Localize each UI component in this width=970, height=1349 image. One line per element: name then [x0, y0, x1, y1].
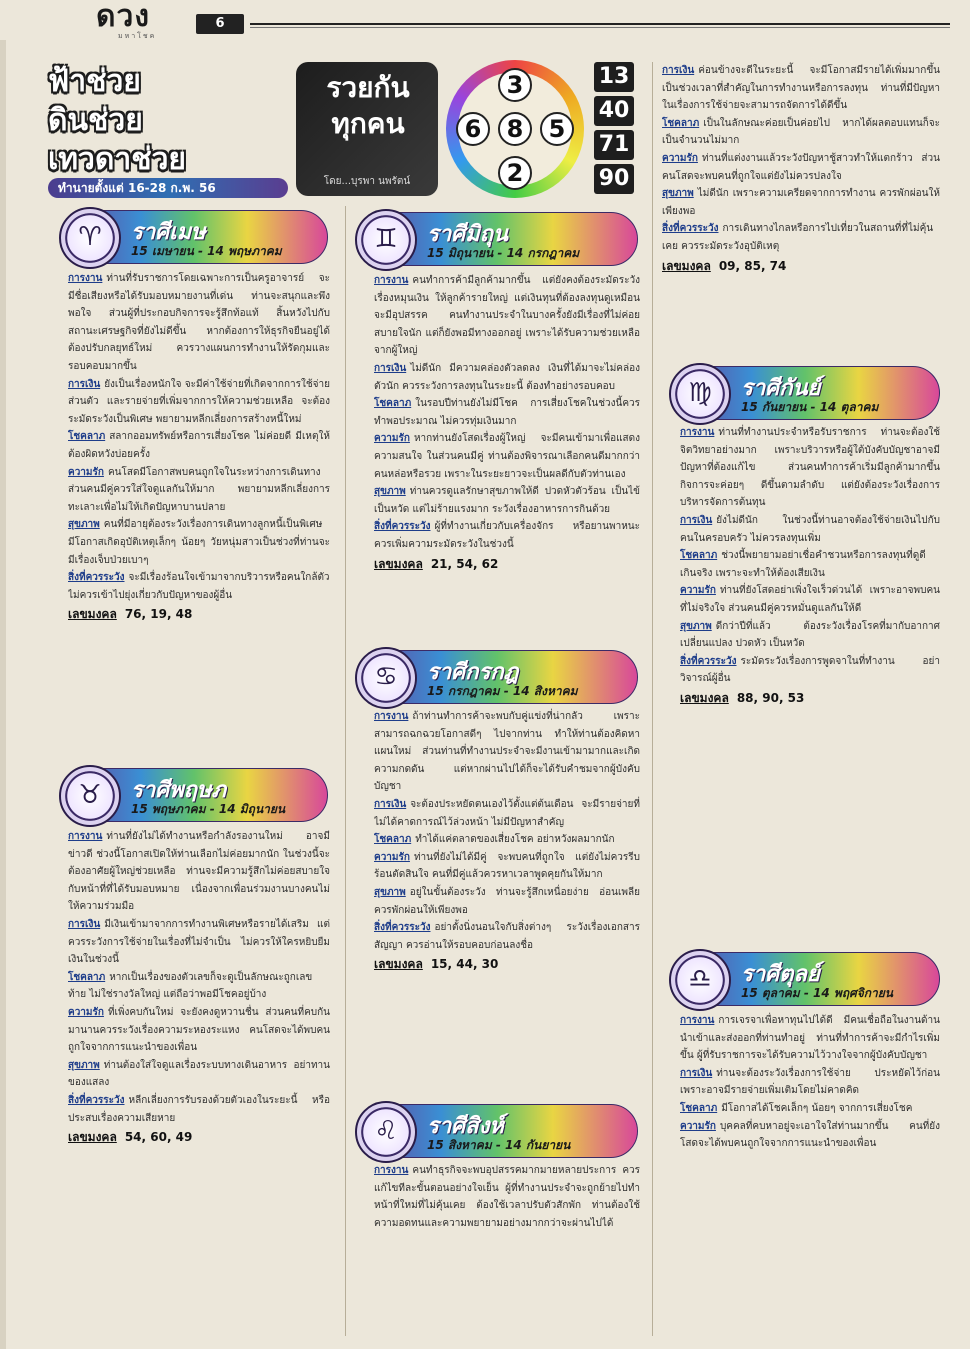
money-label: การเงิน — [68, 378, 101, 390]
headline-line-3: เทวดาช่วย — [48, 142, 186, 177]
money-text: มีเงินเข้ามาจากการทำงานพิเศษหรือรายได้เสริม แต่ควรระวังการใช้จ่ายในเรื่องที่ไม่จำเป็น ไม่ควรให้ใครหยิบยืมเงินในช่วงนี้ — [68, 918, 330, 966]
column-divider-1 — [345, 206, 346, 1336]
love-paragraph — [68, 464, 330, 517]
love-paragraph — [680, 1118, 940, 1153]
luck-paragraph — [374, 831, 640, 849]
lucky-numbers-value: 21, 54, 62 — [430, 556, 499, 571]
money-paragraph — [68, 916, 330, 969]
wheel-number-right: 5 — [540, 112, 574, 146]
page-edge — [0, 40, 6, 1349]
cancer-icon: ♋ — [355, 647, 417, 709]
money-paragraph — [680, 512, 940, 547]
luck-label: โชคลาภ — [374, 398, 412, 410]
caution-text: ผู้ที่ทำงานเกี่ยวกับเครื่องจักร หรือยานพาหนะ ควรเพิ่มความระมัดระวังในช่วงนี้ — [374, 521, 640, 550]
sign-body-taurus — [68, 828, 330, 1332]
love-paragraph — [680, 582, 940, 617]
health-text: ท่านต้องใส่ใจดูแลเรื่องระบบทางเดินอาหาร อย่าทานของแสลง — [68, 1059, 330, 1089]
wheel-number-bottom: 2 — [498, 156, 532, 190]
health-paragraph — [374, 483, 640, 518]
leo-icon: ♌ — [355, 1101, 417, 1163]
money-label: การเงิน — [662, 65, 695, 76]
luck-paragraph — [662, 115, 940, 150]
work-label: การงาน — [374, 275, 409, 286]
love-text: คนโสดมีโอกาสพบคนถูกใจในระหว่างการเดินทาง ส่วนคนมีคู่ควรใส่ใจดูแลกันให้มาก พยายามหลีกเลี่ยงการทะเลาะเพื่อไม่ให้เกิดปัญหาบานปลาย — [68, 466, 330, 513]
health-text: ท่านควรดูแลรักษาสุขภาพให้ดี ปวดหัวตัวร้อน เป็นไข้ เป็นหวัด แต่ไม่ร้ายแรงมาก ระวังเรื่องอาหารการกินด้วย — [374, 486, 640, 515]
caution-paragraph — [374, 919, 640, 954]
caution-text: อย่าตั้งนิ่งนอนใจกับสิ่งต่างๆ ระวังเรื่องเอกสารสัญญา ควรอ่านให้รอบคอบก่อนลงชื่อ — [374, 922, 640, 951]
luck-label: โชคลาภ — [68, 431, 106, 443]
love-label: ความรัก — [680, 1120, 716, 1132]
virgo-icon: ♍ — [669, 363, 731, 425]
health-text: ดีกว่าปีที่แล้ว ต้องระวังเรื่องโรคที่มากับอากาศเปลี่ยนแปลง ปวดหัว เป็นหวัด — [680, 620, 940, 650]
love-label: ความรัก — [662, 152, 698, 164]
sign-header-libra — [670, 952, 940, 1006]
lucky-board — [296, 62, 438, 196]
gemini-continued — [662, 62, 940, 356]
sign-body-gemini — [374, 272, 640, 638]
sign-header-cancer — [356, 650, 638, 704]
lucky-numbers-row — [680, 690, 940, 708]
lucky-numbers-row — [374, 556, 640, 574]
sign-header-taurus — [60, 768, 328, 822]
wheel-number-top: 3 — [498, 68, 532, 102]
work-paragraph — [374, 1162, 640, 1232]
love-label: ความรัก — [68, 466, 104, 478]
sign-body-libra — [680, 1012, 940, 1334]
work-text: ถ้าท่านทำการค้าจะพบกับคู่แข่งที่น่ากลัว เพราะสามารถฉกฉวยโอกาสดีๆ ไปจากท่าน ทำให้ท่านต้องคิดหาแผนใหม่ ส่วนท่านที่ทำงานประจำจะมีงานเข้ามามากและเกิดความกดดัน แต่หากผ่านไปได้ก็จะได้รับคำชมจากผู้บังคับบัญชา — [374, 711, 640, 793]
sign-title: ราศีเมษ — [131, 220, 206, 245]
lucky-board-title-line-1: รวยกัน — [326, 71, 410, 104]
sign-title: ราศีกันย์ — [741, 376, 821, 401]
money-label: การเงิน — [374, 798, 407, 810]
sign-dates: 15 กันยายน - 14 ตุลาคม — [741, 400, 879, 414]
lucky-numbers-label: เลขมงคล — [374, 556, 423, 571]
lucky-numbers-label: เลขมงคล — [662, 258, 711, 273]
love-label: ความรัก — [374, 433, 410, 445]
love-label: ความรัก — [680, 585, 716, 597]
love-text: ที่เพิ่งคบกันใหม่ จะยังคงดูหวานชื่น ส่วนคนที่คบกันมานานควรระวังเรื่องความระหองระแหง คนโสดจะได้พบคนถูกใจจากการแนะนำของเพื่อน — [68, 1006, 330, 1054]
lucky-numbers-label: เลขมงคล — [68, 1130, 117, 1145]
header-rule — [250, 23, 950, 25]
health-paragraph — [374, 884, 640, 919]
lucky-numbers-label: เลขมงคล — [68, 607, 117, 622]
caution-label: สิ่งที่ควรระวัง — [68, 572, 125, 584]
love-label: ความรัก — [68, 1006, 104, 1018]
masthead — [0, 0, 970, 40]
sign-dates: 15 สิงหาคม - 14 กันยายน — [427, 1138, 571, 1152]
sign-dates: 15 พฤษภาคม - 14 มิถุนายน — [131, 802, 286, 816]
lucky-number-2: 40 — [594, 96, 634, 126]
sign-header-leo — [356, 1104, 638, 1158]
work-label: การงาน — [680, 1015, 715, 1026]
love-text: หากท่านยังโสดเรื่องผู้ใหญ่ จะมีคนเข้ามาเพื่อแสดงความสนใจ ในส่วนคนมีคู่ ท่านต้องพิจารณาเลือกคนดีมากกว่าคนหล่อหรือรวย เพราะในระยะยาวจะเป็นผลดีกับตัวท่านเอง — [374, 433, 640, 480]
caution-label: สิ่งที่ควรระวัง — [374, 922, 431, 934]
caution-label: สิ่งที่ควรระวัง — [374, 521, 431, 533]
lucky-numbers-value: 76, 19, 48 — [124, 607, 193, 622]
love-paragraph — [68, 1004, 330, 1057]
taurus-icon: ♉ — [59, 765, 121, 827]
lucky-board-title-line-2: ทุกคน — [331, 107, 405, 140]
work-label: การงาน — [374, 1165, 409, 1176]
health-label: สุขภาพ — [68, 519, 100, 531]
work-text: คนทำการค้ามีลูกค้ามากขึ้น แต่ยังคงต้องระมัดระวังเรื่องหมุนเงิน ให้ลูกค้ารายใหญ่ แต่เงินทุนที่ต้องลงทุนดูเหมือนจะมีอุปสรรค คนทำงานประจำในบางครั้งยังมีเรื่องที่ไม่ค่อยสบายใจนัก แต่ก็ยังพอมีทางออกอยู่ เพราะได้รับความช่วยเหลือจากผู้ใหญ่ — [374, 275, 640, 357]
health-label: สุขภาพ — [374, 486, 406, 498]
caution-label: สิ่งที่ควรระวัง — [680, 655, 737, 667]
lucky-numbers-value: 09, 85, 74 — [718, 258, 787, 273]
sign-header-virgo — [670, 366, 940, 420]
money-text: ไม่ดีนัก มีความคล่องตัวลดลง เงินที่ได้มาจะไม่คล่องตัวนัก ควรระวังการลงทุนในระยะนี้ ต้องทำอย่างรอบคอบ — [374, 362, 640, 392]
money-paragraph — [374, 796, 640, 831]
money-paragraph — [662, 62, 940, 115]
wheel-number-left: 6 — [456, 112, 490, 146]
lucky-board-title — [304, 70, 432, 142]
headline — [48, 62, 288, 180]
sign-dates: 15 ตุลาคม - 14 พฤศจิกายน — [741, 986, 893, 1000]
header-rule-thin — [250, 27, 950, 28]
forecast-date-range: ทำนายตั้งแต่ 16-28 ก.พ. 56 — [48, 178, 288, 198]
gemini-icon: ♊ — [355, 209, 417, 271]
lucky-numbers-value: 15, 44, 30 — [430, 957, 499, 972]
caution-text: จะมีเรื่องร้อนใจเข้ามาจากบริวารหรือคนใกล้ตัว ไม่ควรเข้าไปยุ่งเกี่ยวกับปัญหาของผู้อื่น — [68, 572, 330, 601]
sign-dates: 15 เมษายน - 14 พฤษภาคม — [131, 244, 282, 258]
lucky-number-3: 71 — [594, 130, 634, 160]
love-paragraph — [374, 430, 640, 483]
health-text: อยู่ในขั้นต้องระวัง ท่านจะรู้สึกเหนื่อยง่าย อ่อนเพลีย ควรพักผ่อนให้เพียงพอ — [374, 886, 640, 916]
headline-line-2: ดินช่วย — [48, 103, 143, 138]
sign-body-leo — [374, 1162, 640, 1334]
column-divider-2 — [652, 62, 653, 1336]
caution-paragraph — [680, 653, 940, 688]
money-label: การเงิน — [68, 918, 101, 930]
love-paragraph — [662, 150, 940, 185]
money-text: ค่อนข้างจะดีในระยะนี้ จะมีโอกาสมีรายได้เพิ่มมากขึ้น เป็นช่วงเวลาที่สำคัญในการทำงานหรือการลงทุน ท่านที่มีปัญหาในเรื่องการใช้จ่ายจะสามารถจัดการได้ดีขึ้น — [662, 65, 940, 112]
luck-text: ช่วงนี้พยายามอย่าเชื่อคำชวนหรือการลงทุนที่ดูดีเกินจริง เพราะจะทำให้ต้องเสียเงิน — [680, 550, 926, 579]
luck-paragraph — [680, 1100, 940, 1118]
magazine-logo-subtitle: มหาโชค — [118, 32, 157, 40]
caution-paragraph — [68, 1092, 330, 1127]
love-text: บุคคลที่คบหาอยู่จะเอาใจใส่ท่านมากขึ้น คนที่ยังโสดจะได้พบคนถูกใจจากการแนะนำของเพื่อน — [680, 1120, 940, 1150]
work-text: การเจรจาเพื่อหาทุนไปได้ดี มีคนเชื่อถือในงานด้านนำเข้าและส่งออกที่ท่านทำอยู่ ท่านที่ทำการค้าจะมีกำไรเพิ่มขึ้น ผู้ที่รับราชการจะได้รับความไว้วางใจจากผู้บังคับบัญชา — [680, 1015, 940, 1062]
luck-text: ทำได้แค่ตลาดของเสี่ยงโชค อย่าหวังผลมากนัก — [415, 834, 615, 846]
love-text: ท่านที่ยังไม่ได้มีคู่ จะพบคนที่ถูกใจ แต่ยังไม่ควรรีบร้อนตัดสินใจ คนที่มีคู่แล้วควรหาเวลาพูดคุยกันให้มาก — [374, 851, 640, 881]
work-label: การงาน — [68, 273, 103, 284]
caution-text: การเดินทางไกลหรือการไปเที่ยวในสถานที่ที่ไม่คุ้นเคย ควรระมัดระวังอุบัติเหตุ — [662, 223, 934, 252]
caution-label: สิ่งที่ควรระวัง — [662, 223, 719, 235]
caution-label: สิ่งที่ควรระวัง — [68, 1094, 125, 1106]
sign-dates: 15 กรกฎาคม - 14 สิงหาคม — [427, 684, 578, 698]
work-label: การงาน — [680, 427, 715, 438]
work-text: ท่านที่ทำงานประจำหรือรับราชการ ท่านจะต้องใช้จิตวิทยาอย่างมาก เพราะบริวารหรือผู้ใต้บังคับบัญชาอาจมีปัญหาที่ต้องแก้ไข ส่วนคนทำการค้าเริ่มมีลูกค้ามากขึ้น กิจการจะค่อยๆ ดีขึ้นตามลำดับ แต่ยังต้องระวังเรื่องการบริหารจัดการต้นทุน — [680, 427, 940, 509]
lucky-number-1: 13 — [594, 62, 634, 92]
money-label: การเงิน — [680, 1067, 713, 1079]
lucky-number-4: 90 — [594, 164, 634, 194]
work-text: ท่านที่รับราชการโดยเฉพาะการเป็นครูอาจารย์ จะมีชื่อเสียงหรือได้รับมอบหมายงานที่เด่น ท่านจะสนุกและพึงพอใจ ส่วนผู้ที่ประกอบกิจการจะรู้สึกท้อแท้ สิ้นหวังไปกับสถานะเศรษฐกิจที่ยังไม่ดีขึ้น หากต้องการให้ธุรกิจยืนอยู่ได้ต้องปรับกลยุทธ์ใหม่ ควรวางแผนการทำงานให้รัดกุมและรอบคอบมากขึ้น — [68, 273, 330, 372]
wheel-number-center: 8 — [498, 112, 532, 146]
lucky-numbers-row — [68, 606, 330, 624]
money-label: การเงิน — [680, 514, 713, 526]
luck-paragraph — [68, 428, 330, 463]
health-text: ไม่ดีนัก เพราะความเครียดจากการทำงาน ควรพักผ่อนให้เพียงพอ — [662, 188, 940, 217]
work-text: คนทำธุรกิจจะพบอุปสรรคมากมายหลายประการ ควรแก้ไขทีละขั้นตอนอย่างใจเย็น ผู้ที่ทำงานประจำจะถูกย้ายไปทำหน้าที่ใหม่ที่ไม่คุ้นเคย ต้องใช้เวลาปรับตัวสักพัก ท่านต้องใช้ความอดทนและความพยายามอย่างมากกว่าจะผ่านไปได้ — [374, 1165, 640, 1229]
author-byline: โดย...บุรพา นพรัตน์ — [323, 176, 411, 187]
health-label: สุขภาพ — [374, 886, 406, 898]
luck-paragraph — [68, 969, 330, 1004]
sign-dates: 15 มิถุนายน - 14 กรกฎาคม — [427, 246, 580, 260]
work-label: การงาน — [68, 831, 103, 842]
lucky-numbers-row — [374, 956, 640, 974]
magazine-logo: ดวง — [96, 0, 150, 34]
caution-text: หลีกเลี่ยงการรับรองด้วยตัวเองในระยะนี้ หรือประสบเรื่องความเสียหาย — [68, 1094, 330, 1124]
sign-title: ราศีพฤษภ — [131, 778, 226, 803]
caution-paragraph — [68, 569, 330, 604]
love-paragraph — [374, 849, 640, 884]
sign-title: ราศีมิถุน — [427, 222, 508, 247]
health-paragraph — [68, 1057, 330, 1092]
luck-label: โชคลาภ — [680, 1102, 718, 1114]
luck-label: โชคลาภ — [374, 834, 412, 846]
luck-label: โชคลาภ — [68, 971, 106, 983]
money-label: การเงิน — [374, 362, 407, 374]
work-paragraph — [374, 708, 640, 796]
lucky-numbers-label: เลขมงคล — [680, 690, 729, 705]
health-text: คนที่มีอายุต้องระวังเรื่องการเดินทางลูกหนี้เป็นพิเศษ มีโอกาสเกิดอุบัติเหตุเล็กๆ น้อยๆ วัยหนุ่มสาวเป็นช่วงที่ท่านจะมีเรื่องเจ็บป่วยเบาๆ — [68, 519, 330, 566]
sign-title: ราศีกรกฎ — [427, 660, 519, 685]
love-label: ความรัก — [374, 851, 410, 863]
work-label: การงาน — [374, 711, 409, 722]
lucky-numbers-label: เลขมงคล — [374, 957, 423, 972]
sign-title: ราศีสิงห์ — [427, 1114, 504, 1139]
luck-label: โชคลาภ — [680, 550, 718, 562]
aries-icon: ♈ — [59, 207, 121, 269]
health-paragraph — [68, 516, 330, 569]
sign-body-aries — [68, 270, 330, 752]
work-paragraph — [680, 424, 940, 512]
money-paragraph — [68, 376, 330, 429]
work-paragraph — [68, 828, 330, 916]
luck-text: ในรอบปีท่านยังไม่มีโชค การเสี่ยงโชคในช่วงนี้ควรทำพอประมาณ ไม่ควรทุ่มเงินมาก — [374, 398, 640, 427]
health-paragraph — [680, 618, 940, 653]
money-text: จะต้องประหยัดตนเองไว้ตั้งแต่ต้นเดือน จะมีรายจ่ายที่ไม่ได้คาดการณ์ไว้ล่วงหน้า ไม่มีปัญหาสำคัญ — [374, 798, 640, 828]
luck-text: สลากออมทรัพย์หรือการเสี่ยงโชค ไม่ค่อยดี มีเหตุให้ต้องผิดหวังบ่อยครั้ง — [68, 431, 330, 460]
work-text: ท่านที่ยังไม่ได้ทำงานหรือกำลังรองานใหม่ อาจมีข่าวดี ช่วงนี้โอกาสเปิดให้ท่านเลือกไม่ค่อยมากนัก ในช่วงนี้จะต้องอาศัยผู้ใหญ่ช่วยเหลือ ท่านจะมีความรู้สึกไม่ค่อยสบายใจกับหน้าที่ที่ได้รับมอบหมาย เนื่องจากเพื่อนร่วมงานบางคนไม่ให้ความร่วมมือ — [68, 831, 330, 913]
money-paragraph — [680, 1065, 940, 1100]
work-paragraph — [680, 1012, 940, 1065]
caution-paragraph — [662, 220, 940, 255]
lucky-numbers-row — [68, 1129, 330, 1147]
libra-icon: ♎ — [669, 949, 731, 1011]
sign-title: ราศีตุลย์ — [741, 962, 820, 987]
love-text: ท่านที่ยังโสดอย่าเพิ่งใจเร็วด่วนได้ เพราะอาจพบคนที่ไม่จริงใจ ส่วนคนมีคู่ควรหมั่นดูแลกันให้ดี — [680, 585, 940, 614]
health-label: สุขภาพ — [662, 188, 694, 200]
luck-text: มีโอกาสได้โชคเล็กๆ น้อยๆ จากการเสี่ยงโชค — [721, 1102, 913, 1114]
luck-text: หากเป็นเรื่องของตัวเลขก็จะดูเป็นลักษณะถูกเลขท้าย ไม่ใช่รางวัลใหญ่ แต่ถือว่าพอมีโชคอยู่บ้าง — [68, 971, 313, 1001]
caution-text: ระมัดระวังเรื่องการพูดจาในที่ทำงาน อย่าวิจารณ์ผู้อื่น — [680, 655, 940, 685]
sign-header-aries — [60, 210, 328, 264]
work-paragraph — [68, 270, 330, 376]
lucky-numbers-value: 88, 90, 53 — [736, 690, 805, 705]
headline-line-1: ฟ้าช่วย — [48, 64, 141, 99]
love-text: ท่านที่แต่งงานแล้วระวังปัญหาชู้สาวทำให้แตกร้าว ส่วนคนโสดจะพบคนที่ถูกใจแต่ยังไม่ควรปลงใจ — [662, 152, 940, 182]
money-text: ยังเป็นเรื่องหนักใจ จะมีค่าใช้จ่ายที่เกิดจากการใช้จ่ายส่วนตัว และรายจ่ายที่เพิ่มจากการให้ความช่วยเหลือ จะต้องระมัดระวังเป็นพิเศษ พยายามหลีกเลี่ยงการสร้างหนี้ใหม่ — [68, 378, 330, 425]
luck-paragraph — [374, 395, 640, 430]
lucky-numbers-value: 54, 60, 49 — [124, 1130, 193, 1145]
luck-label: โชคลาภ — [662, 117, 700, 129]
health-paragraph — [662, 185, 940, 220]
luck-text: เป็นในลักษณะค่อยเป็นค่อยไป หากได้ผลตอบแทนก็จะเป็นจำนวนไม่มาก — [662, 117, 940, 147]
sign-body-cancer — [374, 708, 640, 1094]
money-text: ยังไม่ดีนัก ในช่วงนี้ท่านอาจต้องใช้จ่ายเงินไปกับคนในครอบครัว ไม่ควรลงทุนเพิ่ม — [680, 514, 940, 544]
work-paragraph — [374, 272, 640, 360]
page-number: 6 — [196, 14, 244, 34]
money-text: ท่านจะต้องระวังเรื่องการใช้จ่าย ประหยัดไว้ก่อนเพราะอาจมีรายจ่ายเพิ่มเติมโดยไม่คาดคิด — [680, 1067, 940, 1097]
money-paragraph — [374, 360, 640, 395]
health-label: สุขภาพ — [680, 620, 712, 632]
caution-paragraph — [374, 518, 640, 553]
health-label: สุขภาพ — [68, 1059, 100, 1071]
sign-body-virgo — [680, 424, 940, 944]
lucky-numbers-row — [662, 258, 940, 276]
lucky-number-column — [594, 62, 634, 198]
lucky-number-wheel — [446, 60, 584, 198]
luck-paragraph — [680, 547, 940, 582]
sign-header-gemini — [356, 212, 638, 266]
